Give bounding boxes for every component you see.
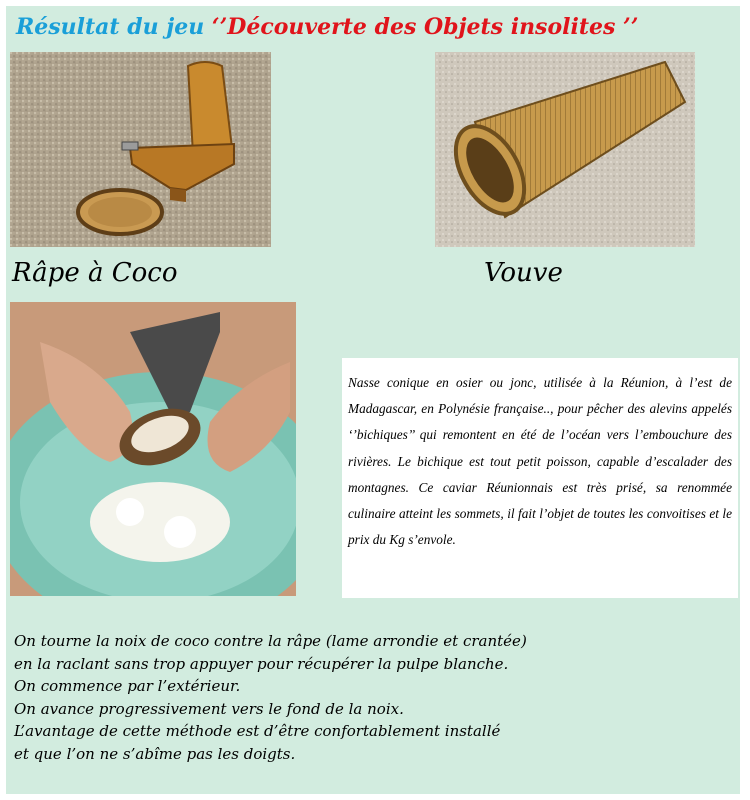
grating-coconut-photo xyxy=(10,302,296,596)
coconut-grater-photo xyxy=(10,52,271,247)
instruction-line: On avance progressivement vers le fond de la noix. xyxy=(14,699,404,718)
page-title xyxy=(16,14,638,40)
caption-vouve: Vouve xyxy=(484,258,563,288)
instruction-line: en la raclant sans trop appuyer pour récupérer la pulpe blanche. xyxy=(14,654,509,673)
instruction-line: On tourne la noix de coco contre la râpe (lame arrondie et crantée) xyxy=(14,632,527,650)
vouve-photo xyxy=(435,52,695,247)
vouve-description-box xyxy=(342,358,738,598)
instructions-text xyxy=(14,630,527,766)
instruction-line: L’avantage de cette méthode est d’être confortablement installé xyxy=(14,722,501,741)
title-part-1: Résultat du jeu xyxy=(16,14,205,40)
caption-rape-a-coco: Râpe à Coco xyxy=(12,258,178,288)
page-background xyxy=(6,6,740,794)
instruction-line: On commence par l’extérieur. xyxy=(14,677,241,696)
vouve-description: Nasse conique en osier ou jonc, utilisée à la Réunion, à l’est de Madagascar, en Polynésie française.., pour pêcher des alevins appelés ‘’bichiques’’ qui remontent en été de l’océan vers l’embouchure des rivières. Le bichique est tout petit poisson, capable d’escalader des montagnes. Ce caviar Réunionnais est très prisé, sa renommée culinaire atteint les sommets, il fait l’objet de toutes les convoitises et le prix du Kg s’envole. xyxy=(348,375,732,548)
title-part-2: ‘’Découverte des Objets insolites ’’ xyxy=(211,14,639,40)
instruction-line: et que l’on ne s’abîme pas les doigts. xyxy=(14,744,296,763)
